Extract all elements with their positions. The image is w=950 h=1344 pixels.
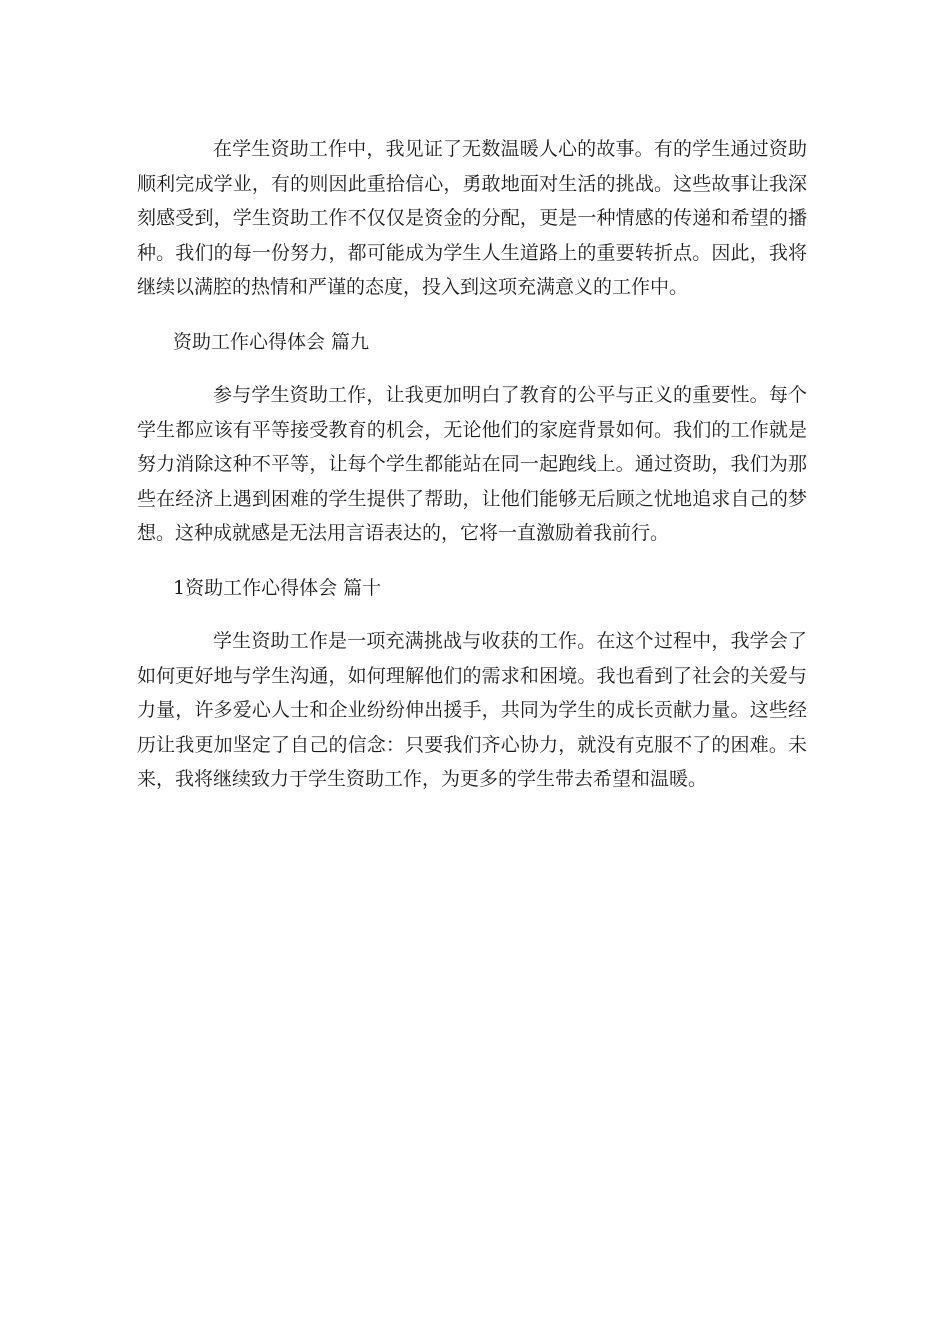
- paragraph-3: 学生资助工作是一项充满挑战与收获的工作。在这个过程中，我学会了如何更好地与学生沟通，如何理解他们的需求和困境。我也看到了社会的关爱与力量，许多爱心人士和企业纷纷伸出援手，共同为学生的成长贡献力量。这些经历让我更加坚定了自己的信念：只要我们齐心协力，就没有克服不了的困难。未来，我将继续致力于学生资助工作，为更多的学生带去希望和温暖。: [137, 630, 807, 790]
- paragraph-2: 参与学生资助工作，让我更加明白了教育的公平与正义的重要性。每个学生都应该有平等接受教育的机会，无论他们的家庭背景如何。我们的工作就是努力消除这种不平等，让每个学生都能站在同一起跑线上。通过资助，我们为那些在经济上遇到困难的学生提供了帮助，让他们能够无后顾之忧地追求自己的梦想。这种成就感是无法用言语表达的，它将一直激励着我前行。: [137, 384, 807, 544]
- document-body: [137, 132, 807, 797]
- paragraph-1: 在学生资助工作中，我见证了无数温暖人心的故事。有的学生通过资助顺利完成学业，有的则因此重拾信心，勇敢地面对生活的挑战。这些故事让我深刻感受到，学生资助工作不仅仅是资金的分配，更是一种情感的传递和希望的播种。我们的每一份努力，都可能成为学生人生道路上的重要转折点。因此，我将继续以满腔的热情和严谨的态度，投入到这项充满意义的工作中。: [137, 138, 807, 298]
- section-heading-9: 资助工作心得体会 篇九: [173, 330, 370, 353]
- section-heading-10: 1资助工作心得体会 篇十: [173, 576, 382, 599]
